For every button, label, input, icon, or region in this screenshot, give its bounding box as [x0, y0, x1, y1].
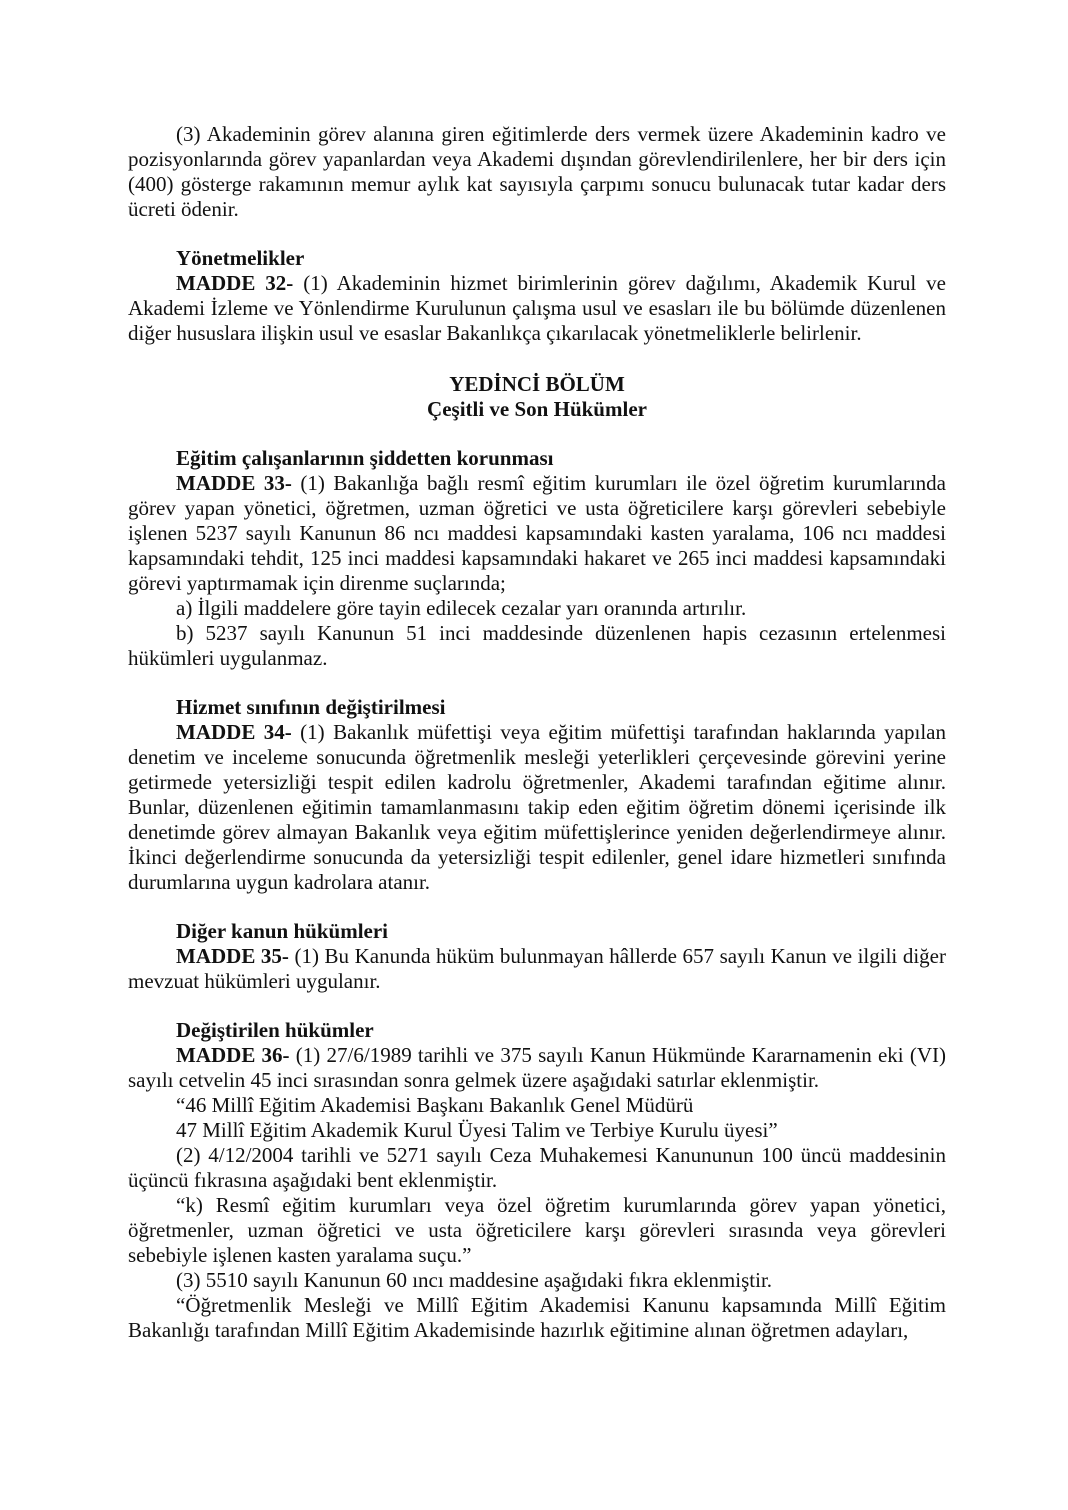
- heading-diger-kanun-hukumleri: Diğer kanun hükümleri: [176, 919, 388, 943]
- section-title-yedinci-bolum: YEDİNCİ BÖLÜM: [449, 372, 625, 396]
- madde-34-text: (1) Bakanlık müfettişi veya eğitim müfettişi tarafından haklarında yapılan denetim ve inceleme sonucunda öğretmenlik mesleği yeterlikleri çerçevesinde görevini yerine getirmede yetersizliği tespit edilen kadrolu öğretmenler, Akademi tarafından eğitime alınır. Bunlar, düzenlenen eğitimin tamamlanmasını takip eden eğitim öğretim dönemi içerisinde ilk denetimde görev almayan Bakanlık veya eğitim müfettişlerince yeniden değerlendirmeye alınır. İkinci değerlendirme sonucunda da yetersizliği tespit edilenler, genel idare hizmetleri sınıfında durumlarına uygun kadrolara atanır.: [128, 720, 946, 894]
- heading-yonetmelikler: Yönetmelikler: [176, 246, 305, 270]
- madde-33-label: MADDE 33-: [176, 471, 292, 495]
- heading-egitim-calisanlari: Eğitim çalışanlarının şiddetten korunması: [176, 446, 554, 470]
- paragraph-madde-33-bent-a: a) İlgili maddelere göre tayin edilecek cezalar yarı oranında artırılır.: [176, 596, 747, 620]
- section-subtitle-cesitli-ve-son-hukumler: Çeşitli ve Son Hükümler: [427, 397, 647, 421]
- madde-36-text: (1) 27/6/1989 tarihli ve 375 sayılı Kanun Hükmünde Kararnamenin eki (VI) sayılı cetvelin 45 inci sırasından sonra gelmek üzere aşağıdaki satırlar eklenmiştir.: [128, 1043, 946, 1092]
- paragraph-madde-36: [128, 1043, 946, 1093]
- paragraph-madde-36-bent-k: “k) Resmî eğitim kurumları veya özel öğretim kurumlarında görev yapan yönetici, öğretmenler, uzman öğretici ve usta öğreticilere karşı görevleri sırasında veya görevleri sebebiyle işlenen kasten yaralama suçu.”: [128, 1193, 946, 1267]
- heading-degistirilen-hukumler: Değiştirilen hükümler: [176, 1018, 374, 1042]
- madde-35-label: MADDE 35-: [176, 944, 289, 968]
- paragraph-madde-36-fikra-2: (2) 4/12/2004 tarihli ve 5271 sayılı Ceza Muhakemesi Kanununun 100 üncü maddesinin üçüncü fıkrasına aşağıdaki bent eklenmiştir.: [128, 1143, 946, 1192]
- madde-33-text: (1) Bakanlığa bağlı resmî eğitim kurumları ile özel öğretim kurumlarında görev yapan yönetici, öğretmen, uzman öğretici ve usta öğreticilere karşı görevleri sebebiyle işlenen 5237 sayılı Kanunun 86 ncı maddesi kapsamındaki kasten yaralama, 106 ncı maddesi kapsamındaki tehdit, 125 inci maddesi kapsamındaki hakaret ve 265 inci maddesi kapsamındaki görevi yaptırmamak için direnme suçlarında;: [128, 471, 946, 595]
- madde-36-label: MADDE 36-: [176, 1043, 290, 1067]
- madde-35-text: (1) Bu Kanunda hüküm bulunmayan hâllerde 657 sayılı Kanun ve ilgili diğer mevzuat hükümleri uygulanır.: [128, 944, 946, 993]
- heading-hizmet-sinifi: Hizmet sınıfının değiştirilmesi: [176, 695, 446, 719]
- paragraph-madde-33: [128, 471, 946, 596]
- paragraph-madde-36-row-47: 47 Millî Eğitim Akademik Kurul Üyesi Talim ve Terbiye Kurulu üyesi”: [176, 1118, 778, 1142]
- madde-34-label: MADDE 34-: [176, 720, 292, 744]
- madde-32-text: (1) Akademinin hizmet birimlerinin görev dağılımı, Akademik Kurul ve Akademi İzleme ve Yönlendirme Kurulunun çalışma usul ve esasları ile bu bölümde düzenlenen diğer hususlara ilişkin usul ve esaslar Bakanlıkça çıkarılacak yönetmeliklerle belirlenir.: [128, 271, 946, 345]
- paragraph-clause-3: (3) Akademinin görev alanına giren eğitimlerde ders vermek üzere Akademinin kadro ve pozisyonlarında görev yapanlardan veya Akademi dışından görevlendirilenlere, her bir ders için (400) gösterge rakamının memur aylık kat sayısıyla çarpımı sonucu bulunacak tutar kadar ders ücreti ödenir.: [128, 122, 946, 221]
- paragraph-madde-34: [128, 720, 946, 895]
- paragraph-madde-36-fikra-3: (3) 5510 sayılı Kanunun 60 ıncı maddesine aşağıdaki fıkra eklenmiştir.: [176, 1268, 773, 1292]
- paragraph-madde-36-row-46: “46 Millî Eğitim Akademisi Başkanı Bakanlık Genel Müdürü: [176, 1093, 694, 1117]
- paragraph-madde-35: [128, 944, 946, 994]
- paragraph-madde-32: [128, 271, 946, 346]
- madde-32-label: MADDE 32-: [176, 271, 294, 295]
- paragraph-madde-33-bent-b: b) 5237 sayılı Kanunun 51 inci maddesinde düzenlenen hapis cezasının ertelenmesi hükümleri uygulanmaz.: [128, 621, 946, 670]
- paragraph-madde-36-quote: “Öğretmenlik Mesleği ve Millî Eğitim Akademisi Kanunu kapsamında Millî Eğitim Bakanlığı tarafından Millî Eğitim Akademisinde hazırlık eğitimine alınan öğretmen adayları,: [128, 1293, 946, 1342]
